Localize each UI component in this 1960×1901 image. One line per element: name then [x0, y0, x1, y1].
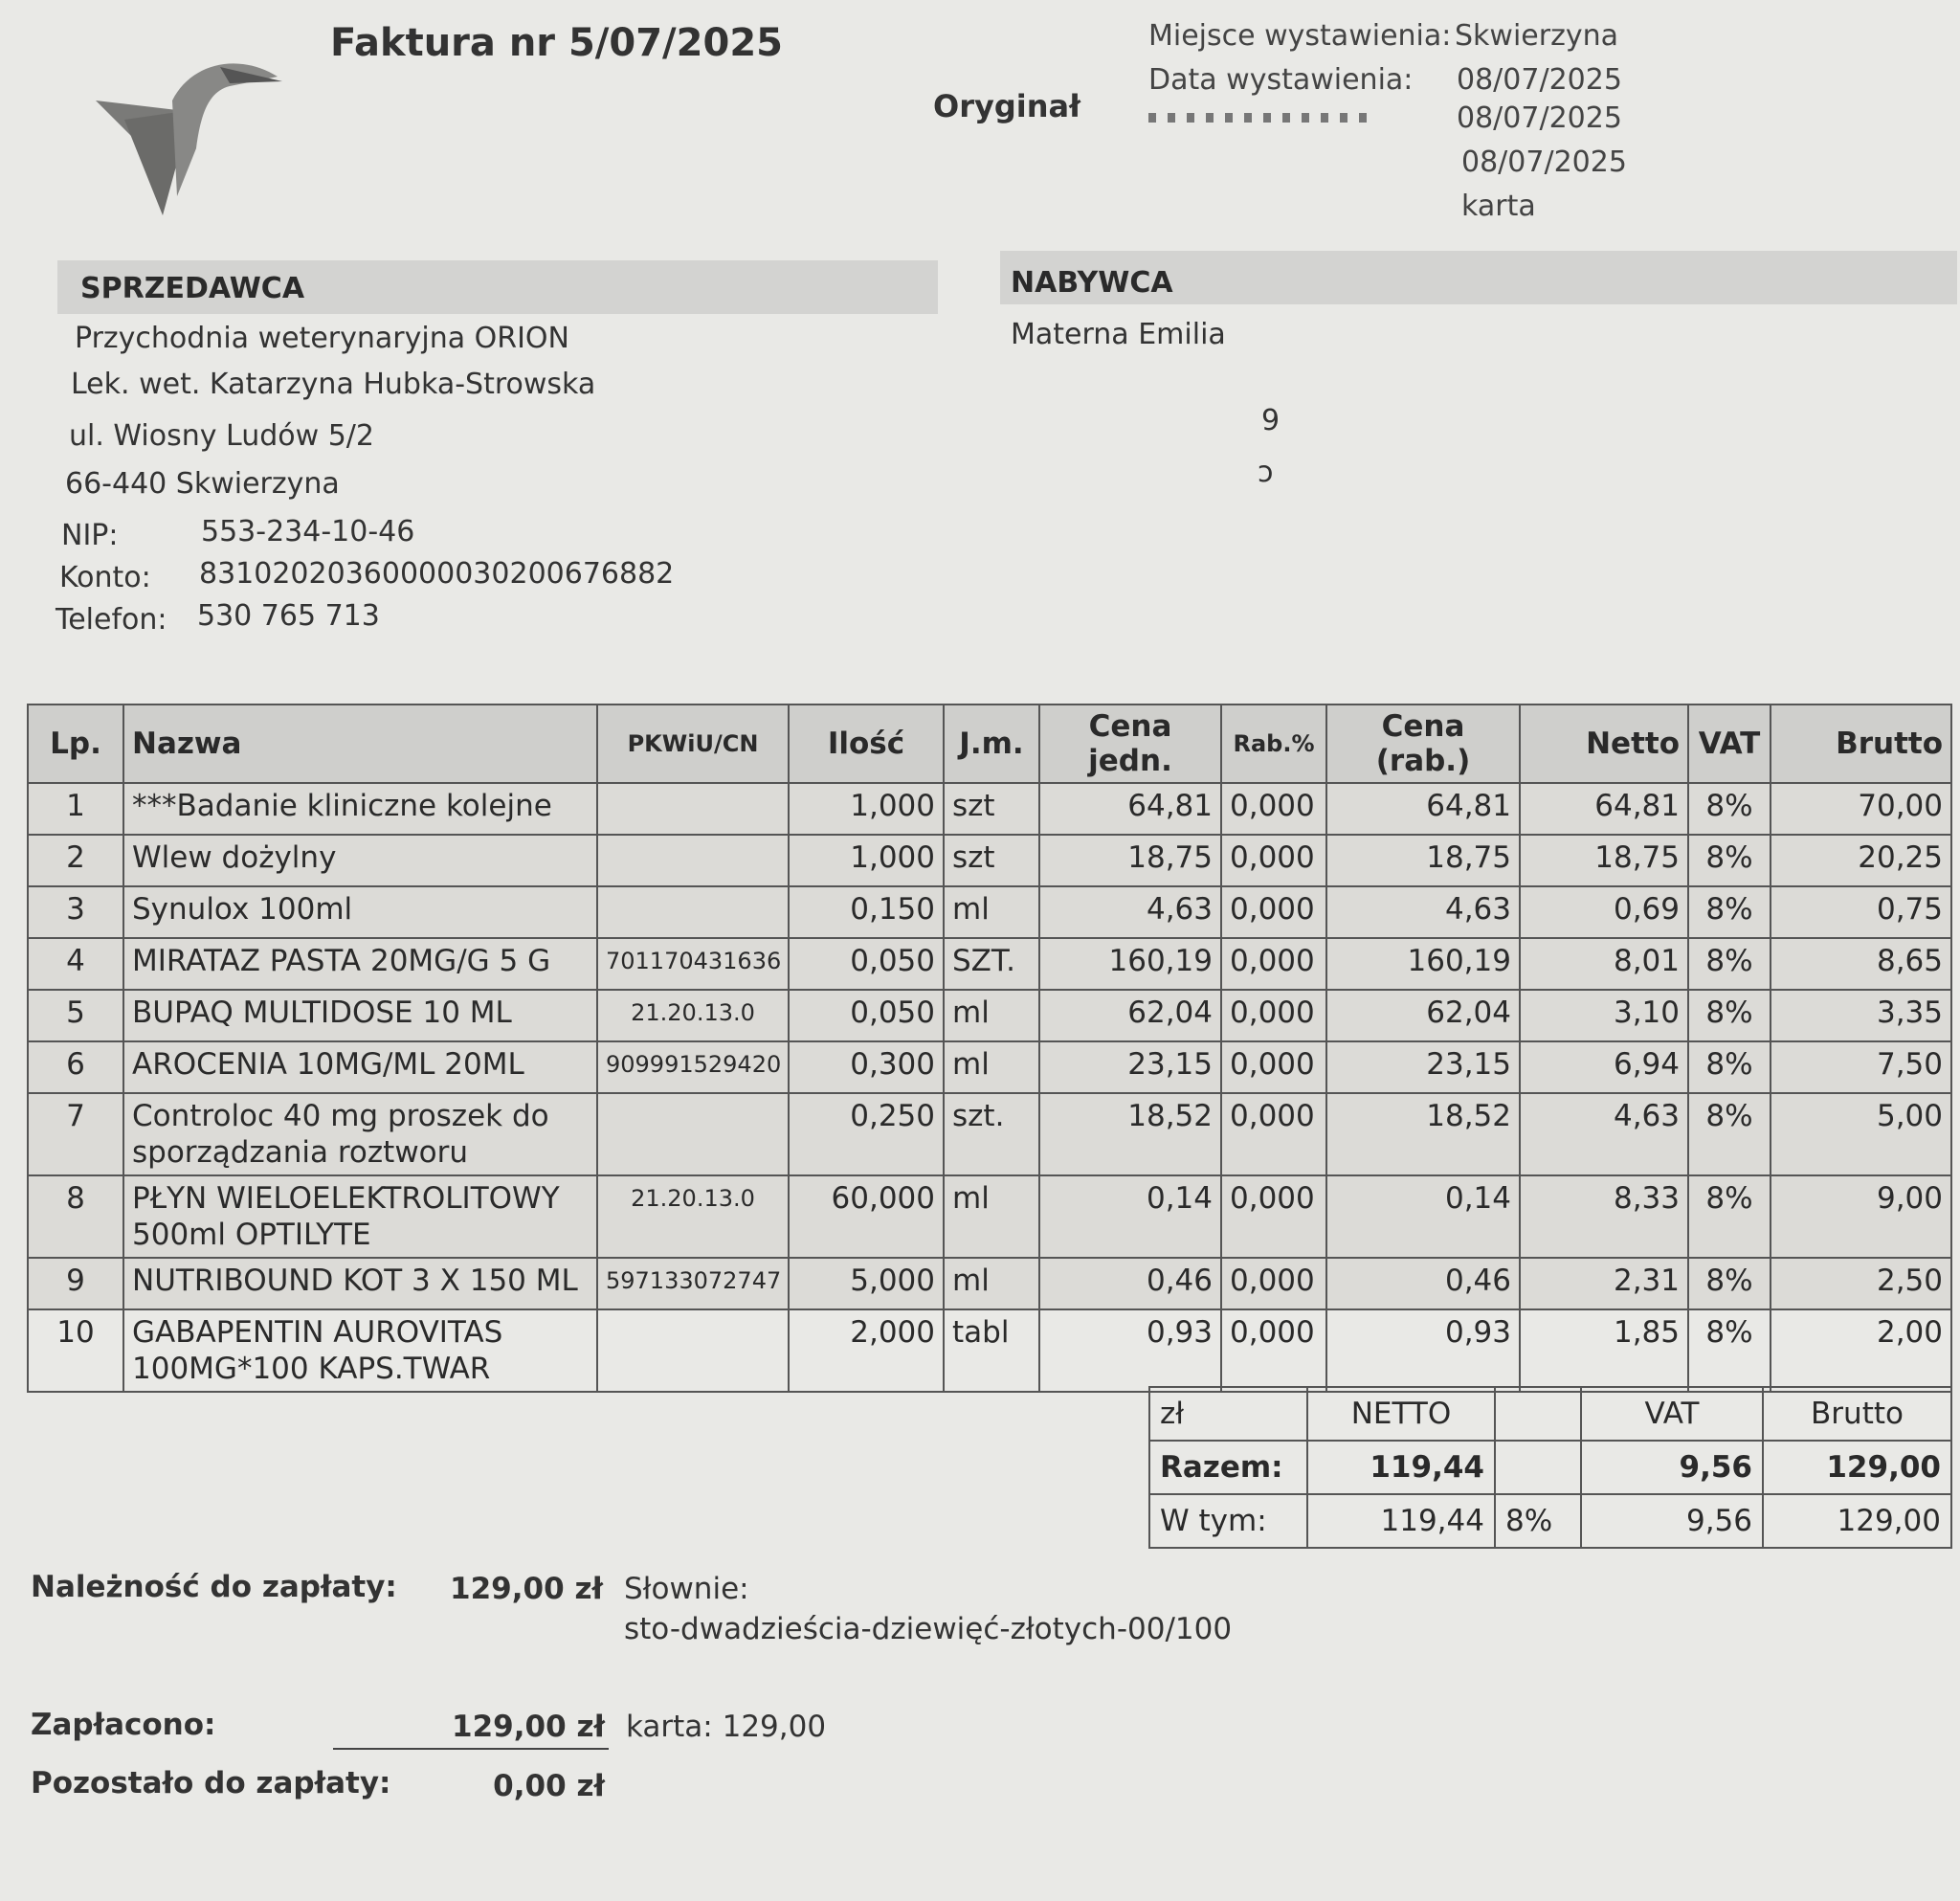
cell-price-disc: 64,81 [1326, 783, 1520, 835]
seller-nip-label: NIP: [61, 519, 119, 552]
col-gross: Brutto [1771, 704, 1951, 783]
cell-net: 18,75 [1520, 835, 1688, 886]
cell-price-disc: 62,04 [1326, 990, 1520, 1041]
cell-code [597, 1309, 789, 1392]
seller-street: ul. Wiosny Ludów 5/2 [69, 419, 374, 453]
summary-table [1148, 1386, 1952, 1549]
col-unit: J.m. [944, 704, 1039, 783]
cell-discount: 0,000 [1221, 1309, 1326, 1392]
cell-discount: 0,000 [1221, 990, 1326, 1041]
cell-discount: 0,000 [1221, 783, 1326, 835]
cell-net: 1,85 [1520, 1309, 1688, 1392]
invoice-title: Faktura nr 5/07/2025 [330, 21, 783, 65]
cell-vat: 8% [1688, 938, 1771, 990]
remaining-value: 0,00 zł [493, 1769, 605, 1803]
cell-qty: 1,000 [789, 783, 944, 835]
redacted-label [1148, 113, 1378, 123]
summary-total-row [1149, 1441, 1951, 1494]
paid-method: karta: 129,00 [626, 1710, 827, 1744]
cell-price: 0,14 [1039, 1175, 1221, 1258]
cell-discount: 0,000 [1221, 1041, 1326, 1093]
payment-method-value: karta [1461, 190, 1536, 223]
cell-discount: 0,000 [1221, 1093, 1326, 1175]
cell-price: 0,93 [1039, 1309, 1221, 1392]
summary-incl-vat: 9,56 [1581, 1494, 1763, 1548]
sale-date-value: 08/07/2025 [1457, 101, 1622, 135]
cell-price-disc: 0,46 [1326, 1258, 1520, 1309]
cell-gross: 7,50 [1771, 1041, 1951, 1093]
cell-unit: ml [944, 990, 1039, 1041]
cell-unit: tabl [944, 1309, 1039, 1392]
summary-incl-row [1149, 1494, 1951, 1548]
cell-discount: 0,000 [1221, 938, 1326, 990]
cell-name: NUTRIBOUND KOT 3 X 150 ML [123, 1258, 597, 1309]
cell-vat: 8% [1688, 1093, 1771, 1175]
cell-qty: 2,000 [789, 1309, 944, 1392]
table-row [28, 886, 1951, 938]
cell-code [597, 886, 789, 938]
cell-lp: 3 [28, 886, 123, 938]
cell-unit: ml [944, 1175, 1039, 1258]
seller-city: 66-440 Skwierzyna [65, 467, 340, 501]
clinic-logo [86, 43, 287, 225]
cell-unit: szt [944, 835, 1039, 886]
cell-gross: 9,00 [1771, 1175, 1951, 1258]
cell-unit: ml [944, 1041, 1039, 1093]
summary-total-gross: 129,00 [1763, 1441, 1951, 1494]
cell-vat: 8% [1688, 886, 1771, 938]
cell-gross: 2,50 [1771, 1258, 1951, 1309]
cell-net: 6,94 [1520, 1041, 1688, 1093]
col-discount: Rab.% [1221, 704, 1326, 783]
cell-vat: 8% [1688, 1041, 1771, 1093]
cell-vat: 8% [1688, 1258, 1771, 1309]
cell-name: AROCENIA 10MG/ML 20ML [123, 1041, 597, 1093]
col-vat: VAT [1688, 704, 1771, 783]
paid-label: Zapłacono: [31, 1708, 216, 1742]
table-row [28, 938, 1951, 990]
summary-net-header: NETTO [1307, 1387, 1495, 1441]
cell-qty: 0,300 [789, 1041, 944, 1093]
table-row [28, 1309, 1951, 1392]
cell-code [597, 783, 789, 835]
summary-header-row [1149, 1387, 1951, 1441]
remaining-label: Pozostało do zapłaty: [31, 1766, 391, 1800]
seller-person: Lek. wet. Katarzyna Hubka-Strowska [71, 368, 596, 401]
cell-unit: ml [944, 1258, 1039, 1309]
seller-account-value: 83102020360000030200676882 [199, 557, 675, 591]
cell-lp: 5 [28, 990, 123, 1041]
summary-incl-gross: 129,00 [1763, 1494, 1951, 1548]
words-label: Słownie: [624, 1572, 749, 1606]
words-value: sto-dwadzieścia-dziewięć-złotych-00/100 [624, 1612, 1233, 1646]
cell-price: 62,04 [1039, 990, 1221, 1041]
cell-net: 0,69 [1520, 886, 1688, 938]
paid-value: 129,00 zł [452, 1710, 605, 1744]
cell-net: 4,63 [1520, 1093, 1688, 1175]
cell-qty: 0,050 [789, 990, 944, 1041]
table-header-row [28, 704, 1951, 783]
cell-vat: 8% [1688, 783, 1771, 835]
cell-discount: 0,000 [1221, 886, 1326, 938]
cell-net: 8,33 [1520, 1175, 1688, 1258]
summary-total-net: 119,44 [1307, 1441, 1495, 1494]
cell-name: Wlew dożylny [123, 835, 597, 886]
cell-name: BUPAQ MULTIDOSE 10 ML [123, 990, 597, 1041]
cell-price: 23,15 [1039, 1041, 1221, 1093]
seller-phone-label: Telefon: [56, 603, 167, 637]
col-code: PKWiU/CN [597, 704, 789, 783]
cell-net: 3,10 [1520, 990, 1688, 1041]
summary-incl-net: 119,44 [1307, 1494, 1495, 1548]
cell-qty: 60,000 [789, 1175, 944, 1258]
summary-empty-cell [1495, 1441, 1581, 1494]
cell-name: Controloc 40 mg proszek do sporządzania roztworu [123, 1093, 597, 1175]
due-value: 129,00 zł [450, 1572, 603, 1606]
cell-code [597, 835, 789, 886]
cell-price-disc: 0,93 [1326, 1309, 1520, 1392]
cell-unit: SZT. [944, 938, 1039, 990]
cell-code: 597133072747 [597, 1258, 789, 1309]
issue-date-label: Data wystawienia: [1148, 63, 1414, 97]
cell-lp: 8 [28, 1175, 123, 1258]
col-lp: Lp. [28, 704, 123, 783]
cell-gross: 5,00 [1771, 1093, 1951, 1175]
cell-net: 2,31 [1520, 1258, 1688, 1309]
col-net: Netto [1520, 704, 1688, 783]
cell-net: 8,01 [1520, 938, 1688, 990]
cell-price-disc: 23,15 [1326, 1041, 1520, 1093]
cell-discount: 0,000 [1221, 1258, 1326, 1309]
table-row [28, 1175, 1951, 1258]
cell-name: ***Badanie kliniczne kolejne [123, 783, 597, 835]
buyer-heading: NABYWCA [1011, 266, 1173, 300]
cell-code [597, 1093, 789, 1175]
summary-vat-header: VAT [1581, 1387, 1763, 1441]
cell-unit: szt. [944, 1093, 1039, 1175]
cell-qty: 0,250 [789, 1093, 944, 1175]
cell-lp: 6 [28, 1041, 123, 1093]
cell-price: 18,75 [1039, 835, 1221, 886]
cell-unit: ml [944, 886, 1039, 938]
seller-phone-value: 530 765 713 [197, 599, 380, 633]
cell-vat: 8% [1688, 990, 1771, 1041]
seller-heading: SPRZEDAWCA [80, 272, 305, 305]
cell-gross: 3,35 [1771, 990, 1951, 1041]
summary-empty-cell [1495, 1387, 1581, 1441]
summary-incl-rate: 8% [1495, 1494, 1581, 1548]
buyer-fragment-2: ↄ [1258, 456, 1274, 489]
cell-lp: 2 [28, 835, 123, 886]
cell-name: Synulox 100ml [123, 886, 597, 938]
items-table [27, 704, 1952, 1393]
seller-name: Przychodnia weterynaryjna ORION [75, 322, 569, 355]
cell-qty: 0,050 [789, 938, 944, 990]
col-qty: Ilość [789, 704, 944, 783]
cell-price: 160,19 [1039, 938, 1221, 990]
cell-name: GABAPENTIN AUROVITAS 100MG*100 KAPS.TWAR [123, 1309, 597, 1392]
summary-incl-label: W tym: [1149, 1494, 1307, 1548]
cell-price: 18,52 [1039, 1093, 1221, 1175]
issue-date-value: 08/07/2025 [1457, 63, 1622, 97]
seller-account-label: Konto: [59, 561, 151, 594]
cell-gross: 70,00 [1771, 783, 1951, 835]
cell-price: 0,46 [1039, 1258, 1221, 1309]
cell-price: 4,63 [1039, 886, 1221, 938]
cell-lp: 1 [28, 783, 123, 835]
cell-code: 909991529420 [597, 1041, 789, 1093]
cell-vat: 8% [1688, 835, 1771, 886]
cell-lp: 9 [28, 1258, 123, 1309]
cell-gross: 2,00 [1771, 1309, 1951, 1392]
copy-label: Oryginał [933, 88, 1080, 124]
cell-code: 21.20.13.0 [597, 1175, 789, 1258]
cell-unit: szt [944, 783, 1039, 835]
summary-currency: zł [1149, 1387, 1307, 1441]
buyer-name: Materna Emilia [1011, 318, 1226, 351]
cell-net: 64,81 [1520, 783, 1688, 835]
col-name: Nazwa [123, 704, 597, 783]
cell-price-disc: 18,52 [1326, 1093, 1520, 1175]
cell-code: 21.20.13.0 [597, 990, 789, 1041]
cell-price-disc: 0,14 [1326, 1175, 1520, 1258]
cell-qty: 0,150 [789, 886, 944, 938]
cell-vat: 8% [1688, 1175, 1771, 1258]
table-row [28, 1258, 1951, 1309]
col-price: Cena jedn. [1039, 704, 1221, 783]
table-row [28, 1041, 1951, 1093]
cell-lp: 4 [28, 938, 123, 990]
cell-gross: 20,25 [1771, 835, 1951, 886]
table-row [28, 783, 1951, 835]
table-row [28, 1093, 1951, 1175]
cell-price-disc: 4,63 [1326, 886, 1520, 938]
buyer-fragment-1: 9 [1261, 404, 1281, 437]
col-price-disc: Cena (rab.) [1326, 704, 1520, 783]
payment-date-value: 08/07/2025 [1461, 145, 1627, 179]
cell-gross: 0,75 [1771, 886, 1951, 938]
cell-vat: 8% [1688, 1309, 1771, 1392]
cell-code: 701170431636 [597, 938, 789, 990]
cell-name: PŁYN WIELOELEKTROLITOWY 500ml OPTILYTE [123, 1175, 597, 1258]
cell-gross: 8,65 [1771, 938, 1951, 990]
cell-price: 64,81 [1039, 783, 1221, 835]
cell-qty: 5,000 [789, 1258, 944, 1309]
cell-lp: 7 [28, 1093, 123, 1175]
table-row [28, 990, 1951, 1041]
place-label: Miejsce wystawienia: [1148, 19, 1452, 53]
table-row [28, 835, 1951, 886]
cell-discount: 0,000 [1221, 835, 1326, 886]
place-value: Skwierzyna [1455, 19, 1618, 53]
summary-gross-header: Brutto [1763, 1387, 1951, 1441]
seller-nip-value: 553-234-10-46 [201, 515, 415, 548]
summary-total-label: Razem: [1149, 1441, 1307, 1494]
cell-price-disc: 160,19 [1326, 938, 1520, 990]
cell-price-disc: 18,75 [1326, 835, 1520, 886]
cell-qty: 1,000 [789, 835, 944, 886]
due-label: Należność do zapłaty: [31, 1570, 397, 1604]
cell-lp: 10 [28, 1309, 123, 1392]
paid-underline [333, 1748, 609, 1750]
summary-total-vat: 9,56 [1581, 1441, 1763, 1494]
cell-discount: 0,000 [1221, 1175, 1326, 1258]
cell-name: MIRATAZ PASTA 20MG/G 5 G [123, 938, 597, 990]
